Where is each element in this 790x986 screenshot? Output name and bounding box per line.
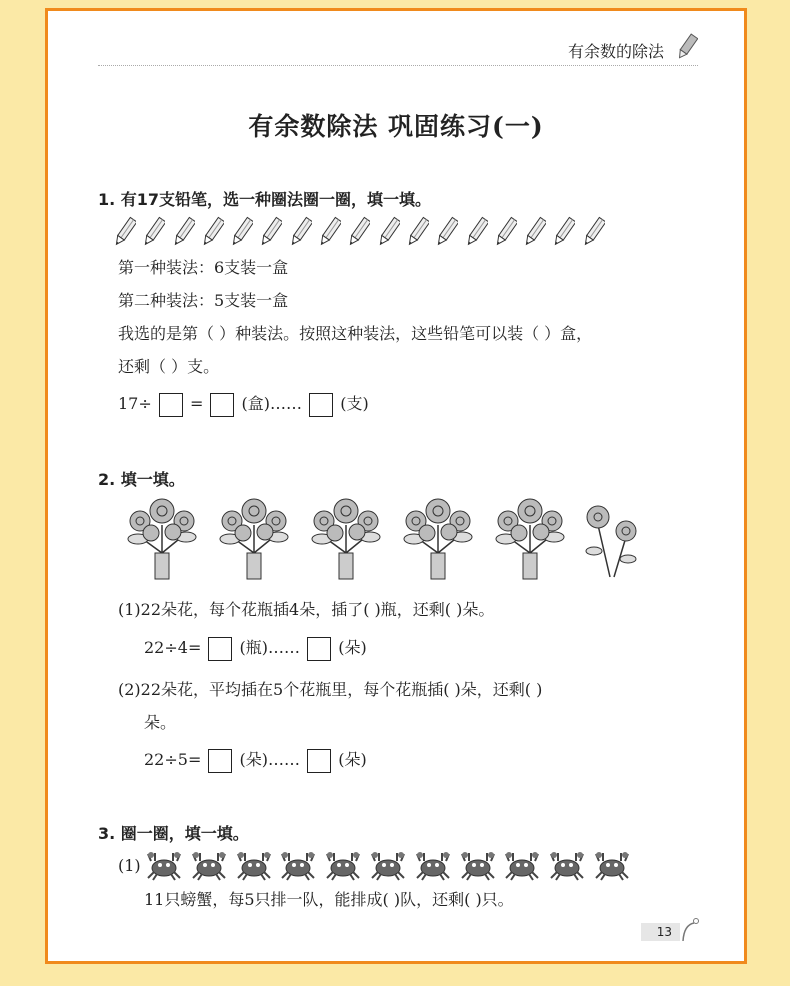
pencil-icon: [407, 215, 429, 249]
answer-box[interactable]: [208, 637, 232, 661]
q3-part-label: (1): [118, 856, 141, 875]
flower-vase-icon: [120, 495, 204, 581]
q2-eq2-unit-flower-2: (朵): [338, 750, 367, 769]
pencil-icon: [524, 215, 546, 249]
answer-box[interactable]: [159, 393, 183, 417]
pencil-icon: [290, 215, 312, 249]
pencil-icon: [173, 215, 195, 249]
crab-icon: [460, 851, 496, 881]
pencil-icon: [378, 215, 400, 249]
q1-line4: 还剩（ ）支。: [118, 357, 220, 376]
crab-icon: [146, 851, 182, 881]
pencil-icon: [260, 215, 282, 249]
swirl-decoration-icon: [680, 917, 700, 947]
q2-part1: (1)22朵花，每个花瓶插4朵，插了( )瓶，还剩( )朵。: [118, 600, 495, 619]
pencil-icon: [202, 215, 224, 249]
q2-eq2-text: 22÷5=: [144, 750, 202, 769]
crab-icon: [280, 851, 316, 881]
page-header: [98, 39, 698, 66]
q2-eq1-unit-flower: (朵): [338, 638, 367, 657]
crab-row: [146, 851, 639, 881]
crab-icon: [415, 851, 451, 881]
q2-part2-cont: 朵。: [144, 713, 177, 732]
crab-icon: [594, 851, 630, 881]
page-title: 有余数除法 巩固练习(一): [248, 112, 544, 141]
pencil-icon: [466, 215, 488, 249]
q2-eq2-unit-flower: (朵)……: [239, 750, 301, 769]
q1-eq-equals: =: [189, 394, 204, 413]
flower-vase-icon: [488, 495, 572, 581]
page-footer: [641, 917, 700, 947]
q2-eq1-unit-vase: (瓶)……: [239, 638, 301, 657]
q1-line1: 第一种装法：6支装一盒: [118, 258, 289, 277]
pencil-icon: [114, 215, 136, 249]
q1-line3: 我选的是第（ ）种装法。按照这种装法，这些铅笔可以装（ ）盒，: [118, 324, 593, 343]
question-2-heading: 2. 填一填。: [98, 470, 185, 489]
q1-eq-unit-box: (盒)……: [241, 394, 303, 413]
flower-vase-icon: [304, 495, 388, 581]
q1-eq-unit-pencil: (支): [340, 394, 369, 413]
header-title: 有余数的除法: [567, 42, 664, 61]
pencil-icon: [348, 215, 370, 249]
pencil-icon: [676, 33, 698, 65]
crab-icon: [504, 851, 540, 881]
answer-box[interactable]: [307, 637, 331, 661]
crab-icon: [370, 851, 406, 881]
pencil-icon: [583, 215, 605, 249]
worksheet-page: [45, 8, 747, 964]
question-1-heading: 1. 有17支铅笔，选一种圈法圈一圈，填一填。: [98, 190, 432, 209]
answer-box[interactable]: [307, 749, 331, 773]
flower-vase-row: [120, 495, 644, 581]
page-number: 13: [641, 923, 680, 941]
flower-vase-icon: [396, 495, 480, 581]
pencil-icon: [231, 215, 253, 249]
answer-box[interactable]: [309, 393, 333, 417]
flower-vase-icon: [212, 495, 296, 581]
q3-text: 11只螃蟹，每5只排一队，能排成( )队，还剩( )只。: [144, 890, 514, 909]
q1-eq-dividend: 17÷: [118, 394, 152, 413]
q1-equation: [118, 391, 369, 417]
crab-icon: [325, 851, 361, 881]
q1-line2: 第二种装法：5支装一盒: [118, 291, 289, 310]
q2-eq2: [144, 747, 367, 773]
question-3-heading: 3. 圈一圈，填一填。: [98, 824, 249, 843]
crab-icon: [191, 851, 227, 881]
q2-eq1-text: 22÷4=: [144, 638, 202, 657]
crab-icon: [549, 851, 585, 881]
answer-box[interactable]: [210, 393, 234, 417]
loose-flowers-icon: [580, 495, 644, 581]
pencil-icon: [143, 215, 165, 249]
pencil-icon: [495, 215, 517, 249]
crab-icon: [236, 851, 272, 881]
pencil-icon: [553, 215, 575, 249]
pencil-icon: [436, 215, 458, 249]
q2-part2: (2)22朵花，平均插在5个花瓶里，每个花瓶插( )朵，还剩( ): [118, 680, 543, 699]
q2-eq1: [144, 635, 367, 661]
pencil-icon: [319, 215, 341, 249]
pencil-row: [114, 215, 612, 249]
answer-box[interactable]: [208, 749, 232, 773]
